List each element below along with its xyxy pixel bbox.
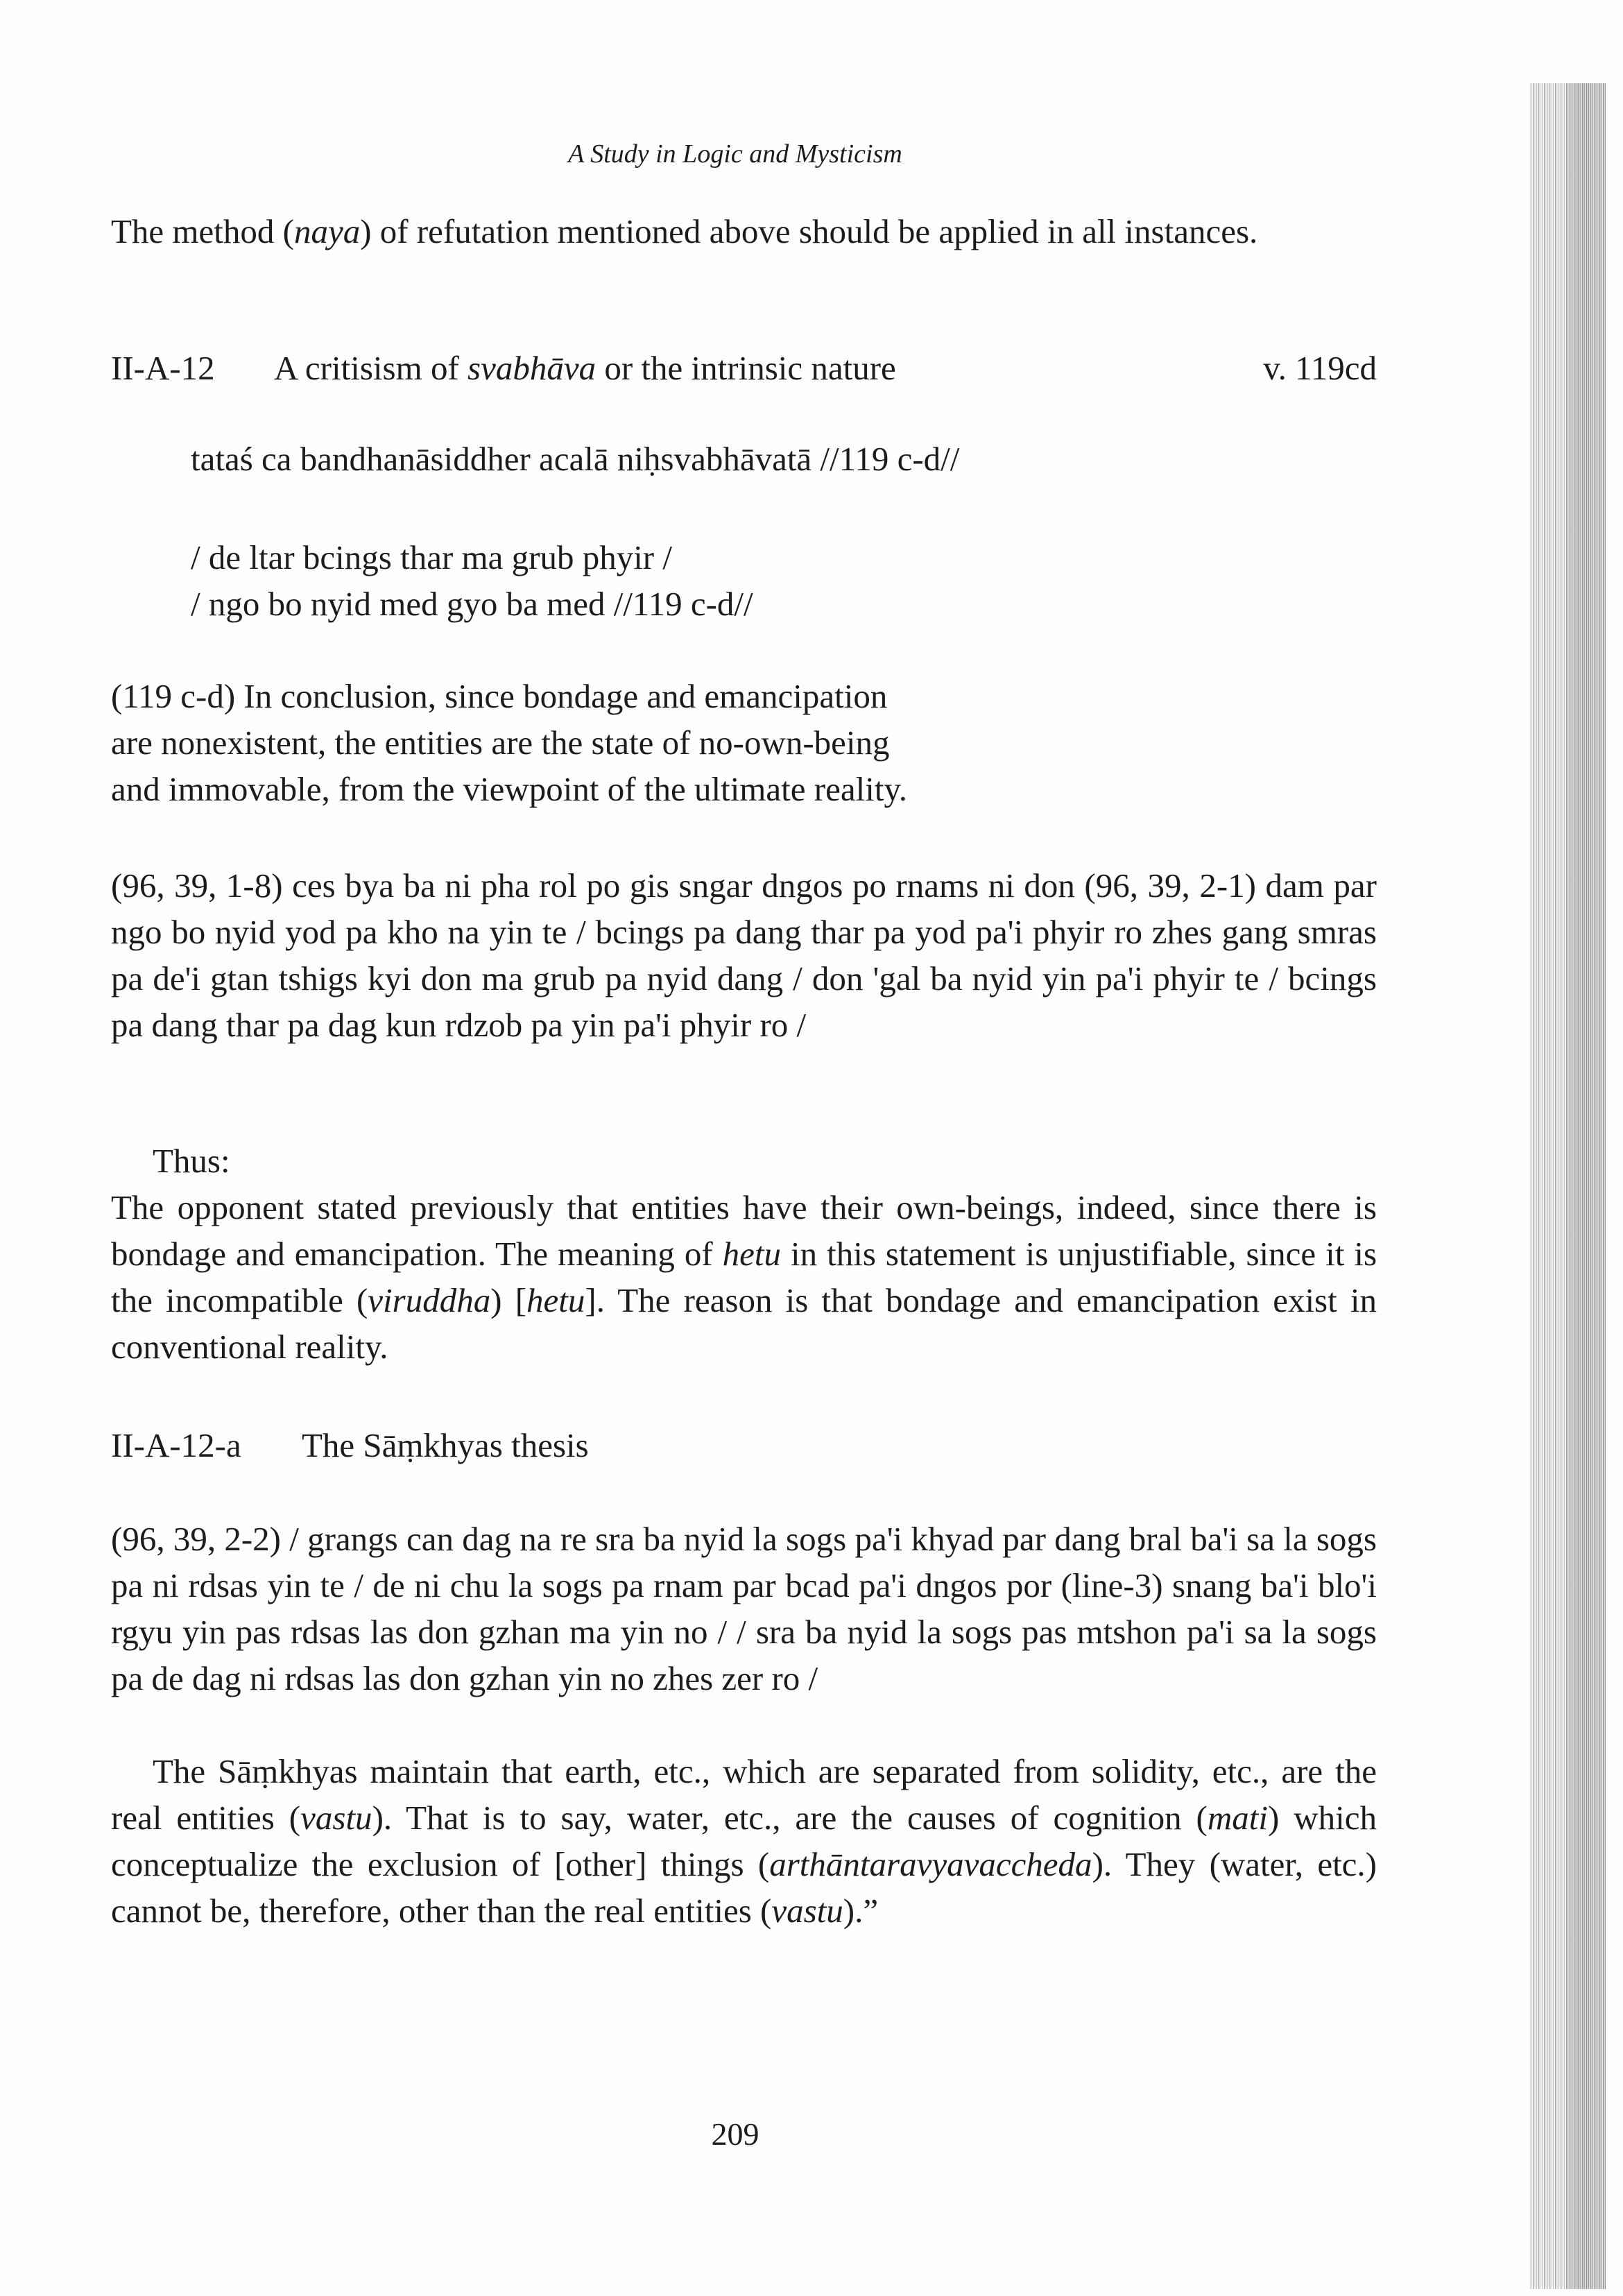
commentary-tibetan-2: (96, 39, 2-2) / grangs can dag na re sra ba nyid la sogs pa'i khyad par dang bral ba'i sa la sogs pa ni rdsas yin te / de ni chu la sogs pa rnam par bcad pa'i dngos por (line-3) snang ba'i blo'i rgyu yin pas rdsas las don gzhan ma yin no / / sra ba nyid la sogs pas mtshon pa'i sa la sogs pa de dag ni rdsas las don gzhan yin no zhes zer ro / bbox=[111, 1520, 1377, 1697]
translation-119cd bbox=[111, 673, 1377, 812]
sanskrit-verse: tataś ca bandhanāsiddher acalā niḥsvabhāvatā //119 c-d// bbox=[191, 440, 960, 478]
term-naya: naya bbox=[293, 212, 361, 250]
intro-paragraph: The method (naya) of refutation mentioned above should be applied in all instances. bbox=[111, 212, 1258, 250]
running-head: A Study in Logic and Mysticism bbox=[568, 139, 902, 169]
tibetan-verse bbox=[191, 534, 1300, 627]
section-title: A critisism of svabhāva or the intrinsic nature bbox=[274, 349, 896, 387]
term-vastu: vastu bbox=[300, 1799, 372, 1837]
section-number: II-A-12-a bbox=[111, 1426, 241, 1464]
term-hetu: hetu bbox=[526, 1281, 585, 1319]
term-viruddha: viruddha bbox=[368, 1281, 491, 1319]
term-vastu: vastu bbox=[771, 1892, 843, 1930]
term-arthantaravyavaccheda: arthāntaravyavaccheda bbox=[769, 1845, 1092, 1883]
tibetan-verse-line: / ngo bo nyid med gyo ba med //119 c-d// bbox=[191, 585, 753, 623]
commentary-translation-1: The opponent stated previously that entities have their own-beings, indeed, since there is bondage and emancipation. The meaning of hetu in this statement is unjustifiable, since it is the incompatible (viruddha) [hetu]. The reason is that bondage and emancipation exist in conventional reality. bbox=[111, 1188, 1377, 1366]
tibetan-verse-line: / de ltar bcings thar ma grub phyir / bbox=[191, 538, 672, 576]
section-title: The Sāṃkhyas thesis bbox=[302, 1426, 589, 1464]
term-hetu: hetu bbox=[722, 1235, 782, 1273]
translation-line: and immovable, from the viewpoint of the ultimate reality. bbox=[111, 770, 908, 808]
translation-line: (119 c-d) In conclusion, since bondage and emancipation bbox=[111, 677, 888, 715]
page-number: 209 bbox=[711, 2116, 759, 2152]
book-binding-edge bbox=[1529, 83, 1606, 2289]
commentary-tibetan-1: (96, 39, 1-8) ces bya ba ni pha rol po gis sngar dngos po rnams ni don (96, 39, 2-1) dam par ngo bo nyid yod pa kho na yin te / bcings pa dang thar pa yod pa'i phyir ro zhes gang smras pa de'i gtan tshigs kyi don ma grub pa nyid dang / don 'gal ba nyid yin pa'i phyir te / bcings pa dang thar pa dag kun rdzob pa yin pa'i phyir ro / bbox=[111, 866, 1377, 1044]
section-heading-II-A-12-a bbox=[111, 1422, 1377, 1468]
translation-line: are nonexistent, the entities are the state of no-own-being bbox=[111, 723, 890, 762]
section-heading-II-A-12 bbox=[111, 345, 1377, 391]
commentary-translation-2: The Sāṃkhyas maintain that earth, etc., which are separated from solidity, etc., are the real entities (vastu). That is to say, water, etc., are the causes of cognition (mati) which conceptualize the exclusion of [other] things (arthāntaravyavaccheda). They (water, etc.) cannot be, therefore, other than the real entities (vastu).” bbox=[111, 1752, 1377, 1930]
term-mati: mati bbox=[1207, 1799, 1268, 1837]
section-number: II-A-12 bbox=[111, 349, 215, 387]
verse-reference: v. 119cd bbox=[1263, 349, 1377, 387]
thus-label: Thus: bbox=[153, 1142, 230, 1180]
